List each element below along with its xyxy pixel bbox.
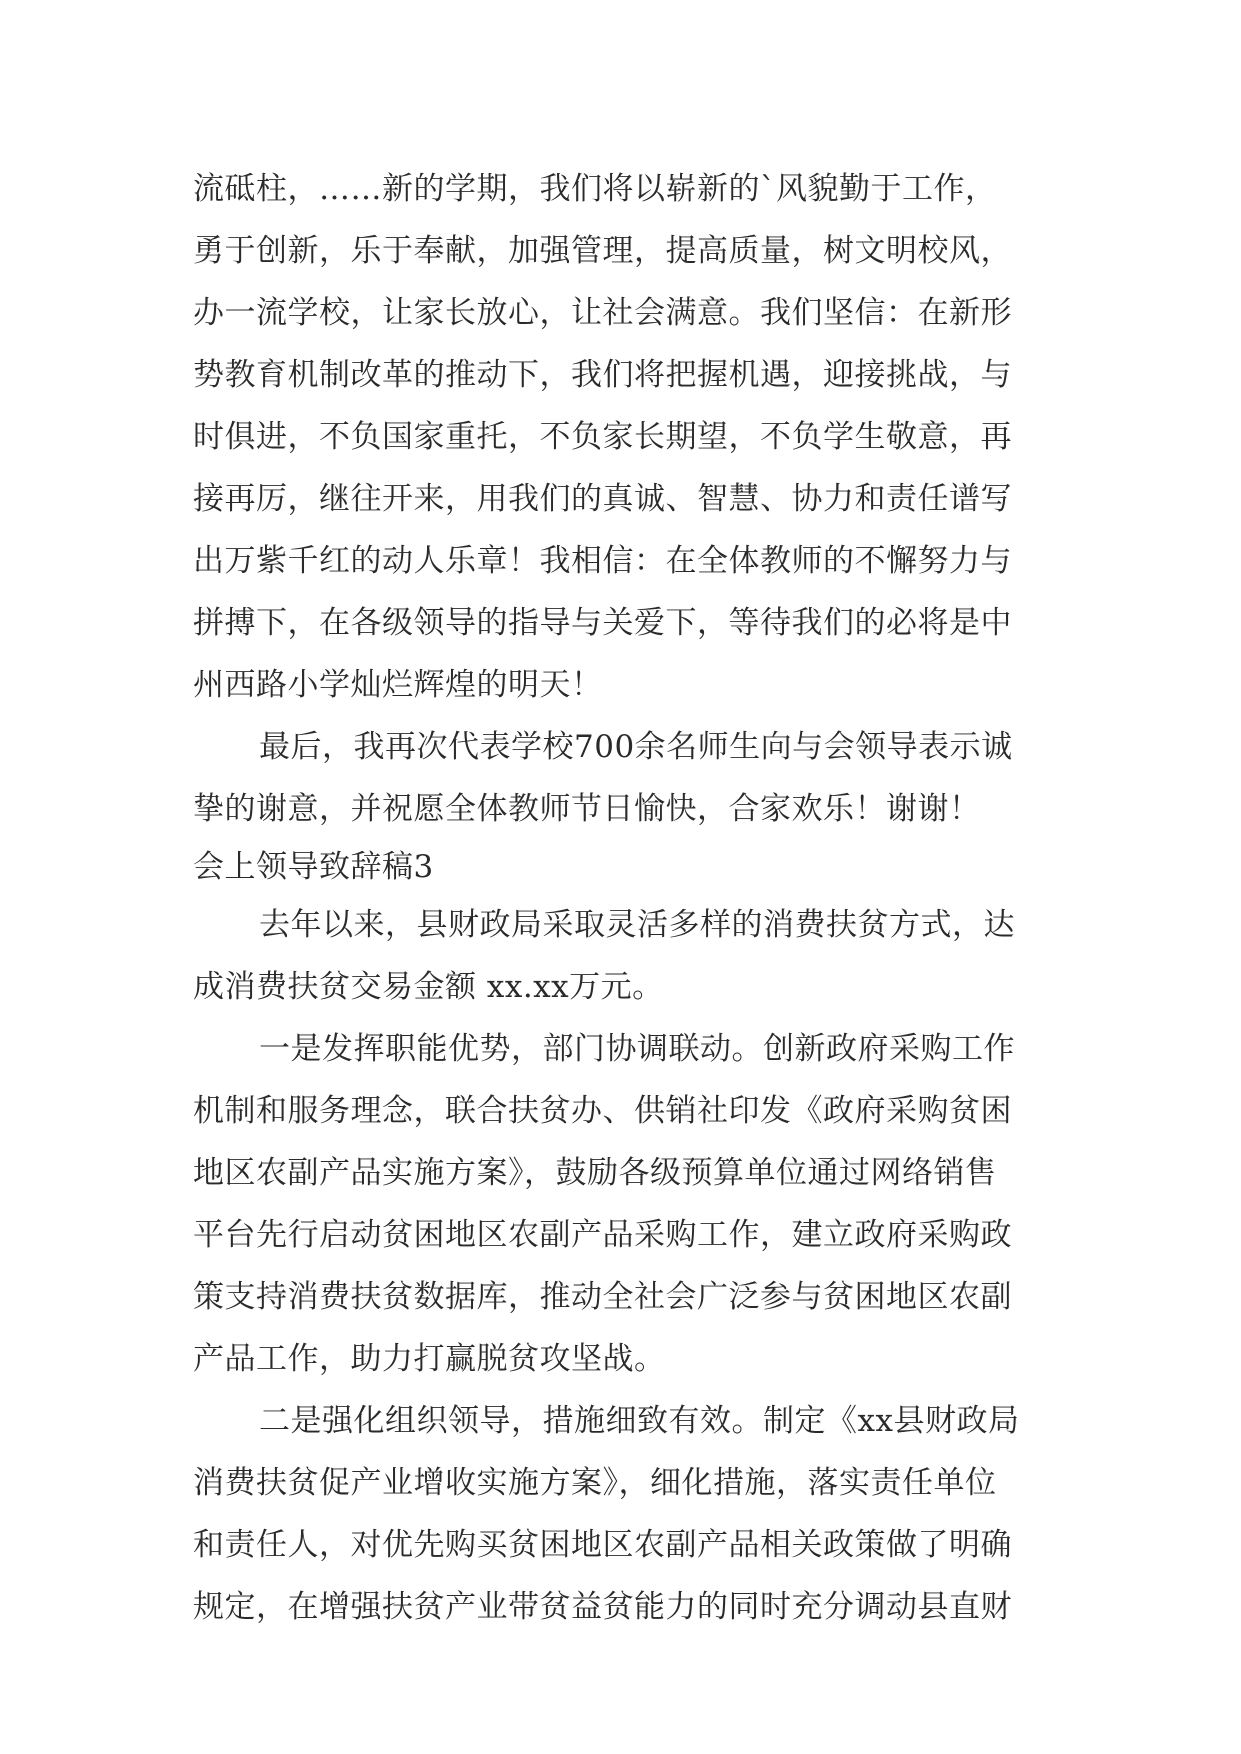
text-line: 一是发挥职能优势，部门协调联动。创新政府采购工作 [259,1031,1015,1067]
text-line: 产品工作，助力打赢脱贫攻坚战。 [193,1341,666,1377]
text-line: 平台先行启动贫困地区农副产品采购工作，建立政府采购政 [193,1217,1012,1253]
text-line: 规定，在增强扶贫产业带贫益贫能力的同时充分调动县直财 [193,1589,1012,1625]
text-line: 流砥柱，……新的学期，我们将以崭新的`风貌勤于工作， [193,171,997,207]
text-line: 拼搏下，在各级领导的指导与关爱下，等待我们的必将是中 [193,605,1012,641]
text-line: 出万紫千红的动人乐章！我相信：在全体教师的不懈努力与 [193,543,1012,579]
text-line: 接再厉，继往开来，用我们的真诚、智慧、协力和责任谱写 [193,481,1012,517]
text-line: 办一流学校，让家长放心，让社会满意。我们坚信：在新形 [193,295,1012,331]
text-line: 去年以来，县财政局采取灵活多样的消费扶贫方式，达 [259,907,1015,943]
text-line: 和责任人，对优先购买贫困地区农副产品相关政策做了明确 [193,1527,1012,1563]
text-line: 州西路小学灿烂辉煌的明天！ [193,667,603,703]
text-line: 挚的谢意，并祝愿全体教师节日愉快，合家欢乐！谢谢！ [193,791,981,827]
text-line: 最后，我再次代表学校700余名师生向与会领导表示诚 [259,729,1013,765]
section-heading: 会上领导致辞稿3 [193,849,434,885]
text-line: 机制和服务理念，联合扶贫办、供销社印发《政府采购贫困 [193,1093,1012,1129]
text-line: 时俱进，不负国家重托，不负家长期望，不负学生敬意，再 [193,419,1012,455]
text-line: 地区农副产品实施方案》，鼓励各级预算单位通过网络销售 [193,1155,997,1191]
document-body [193,158,1073,1638]
text-line: 策支持消费扶贫数据库，推动全社会广泛参与贫困地区农副 [193,1279,1012,1315]
text-line: 勇于创新，乐于奉献，加强管理，提高质量，树文明校风， [193,233,1012,269]
text-line: 成消费扶贫交易金额 xx.xx万元。 [193,969,664,1005]
text-line: 消费扶贫促产业增收实施方案》，细化措施，落实责任单位 [193,1465,997,1501]
text-line: 势教育机制改革的推动下，我们将把握机遇，迎接挑战，与 [193,357,1012,393]
text-line: 二是强化组织领导，措施细致有效。制定《xx县财政局 [259,1403,1020,1439]
